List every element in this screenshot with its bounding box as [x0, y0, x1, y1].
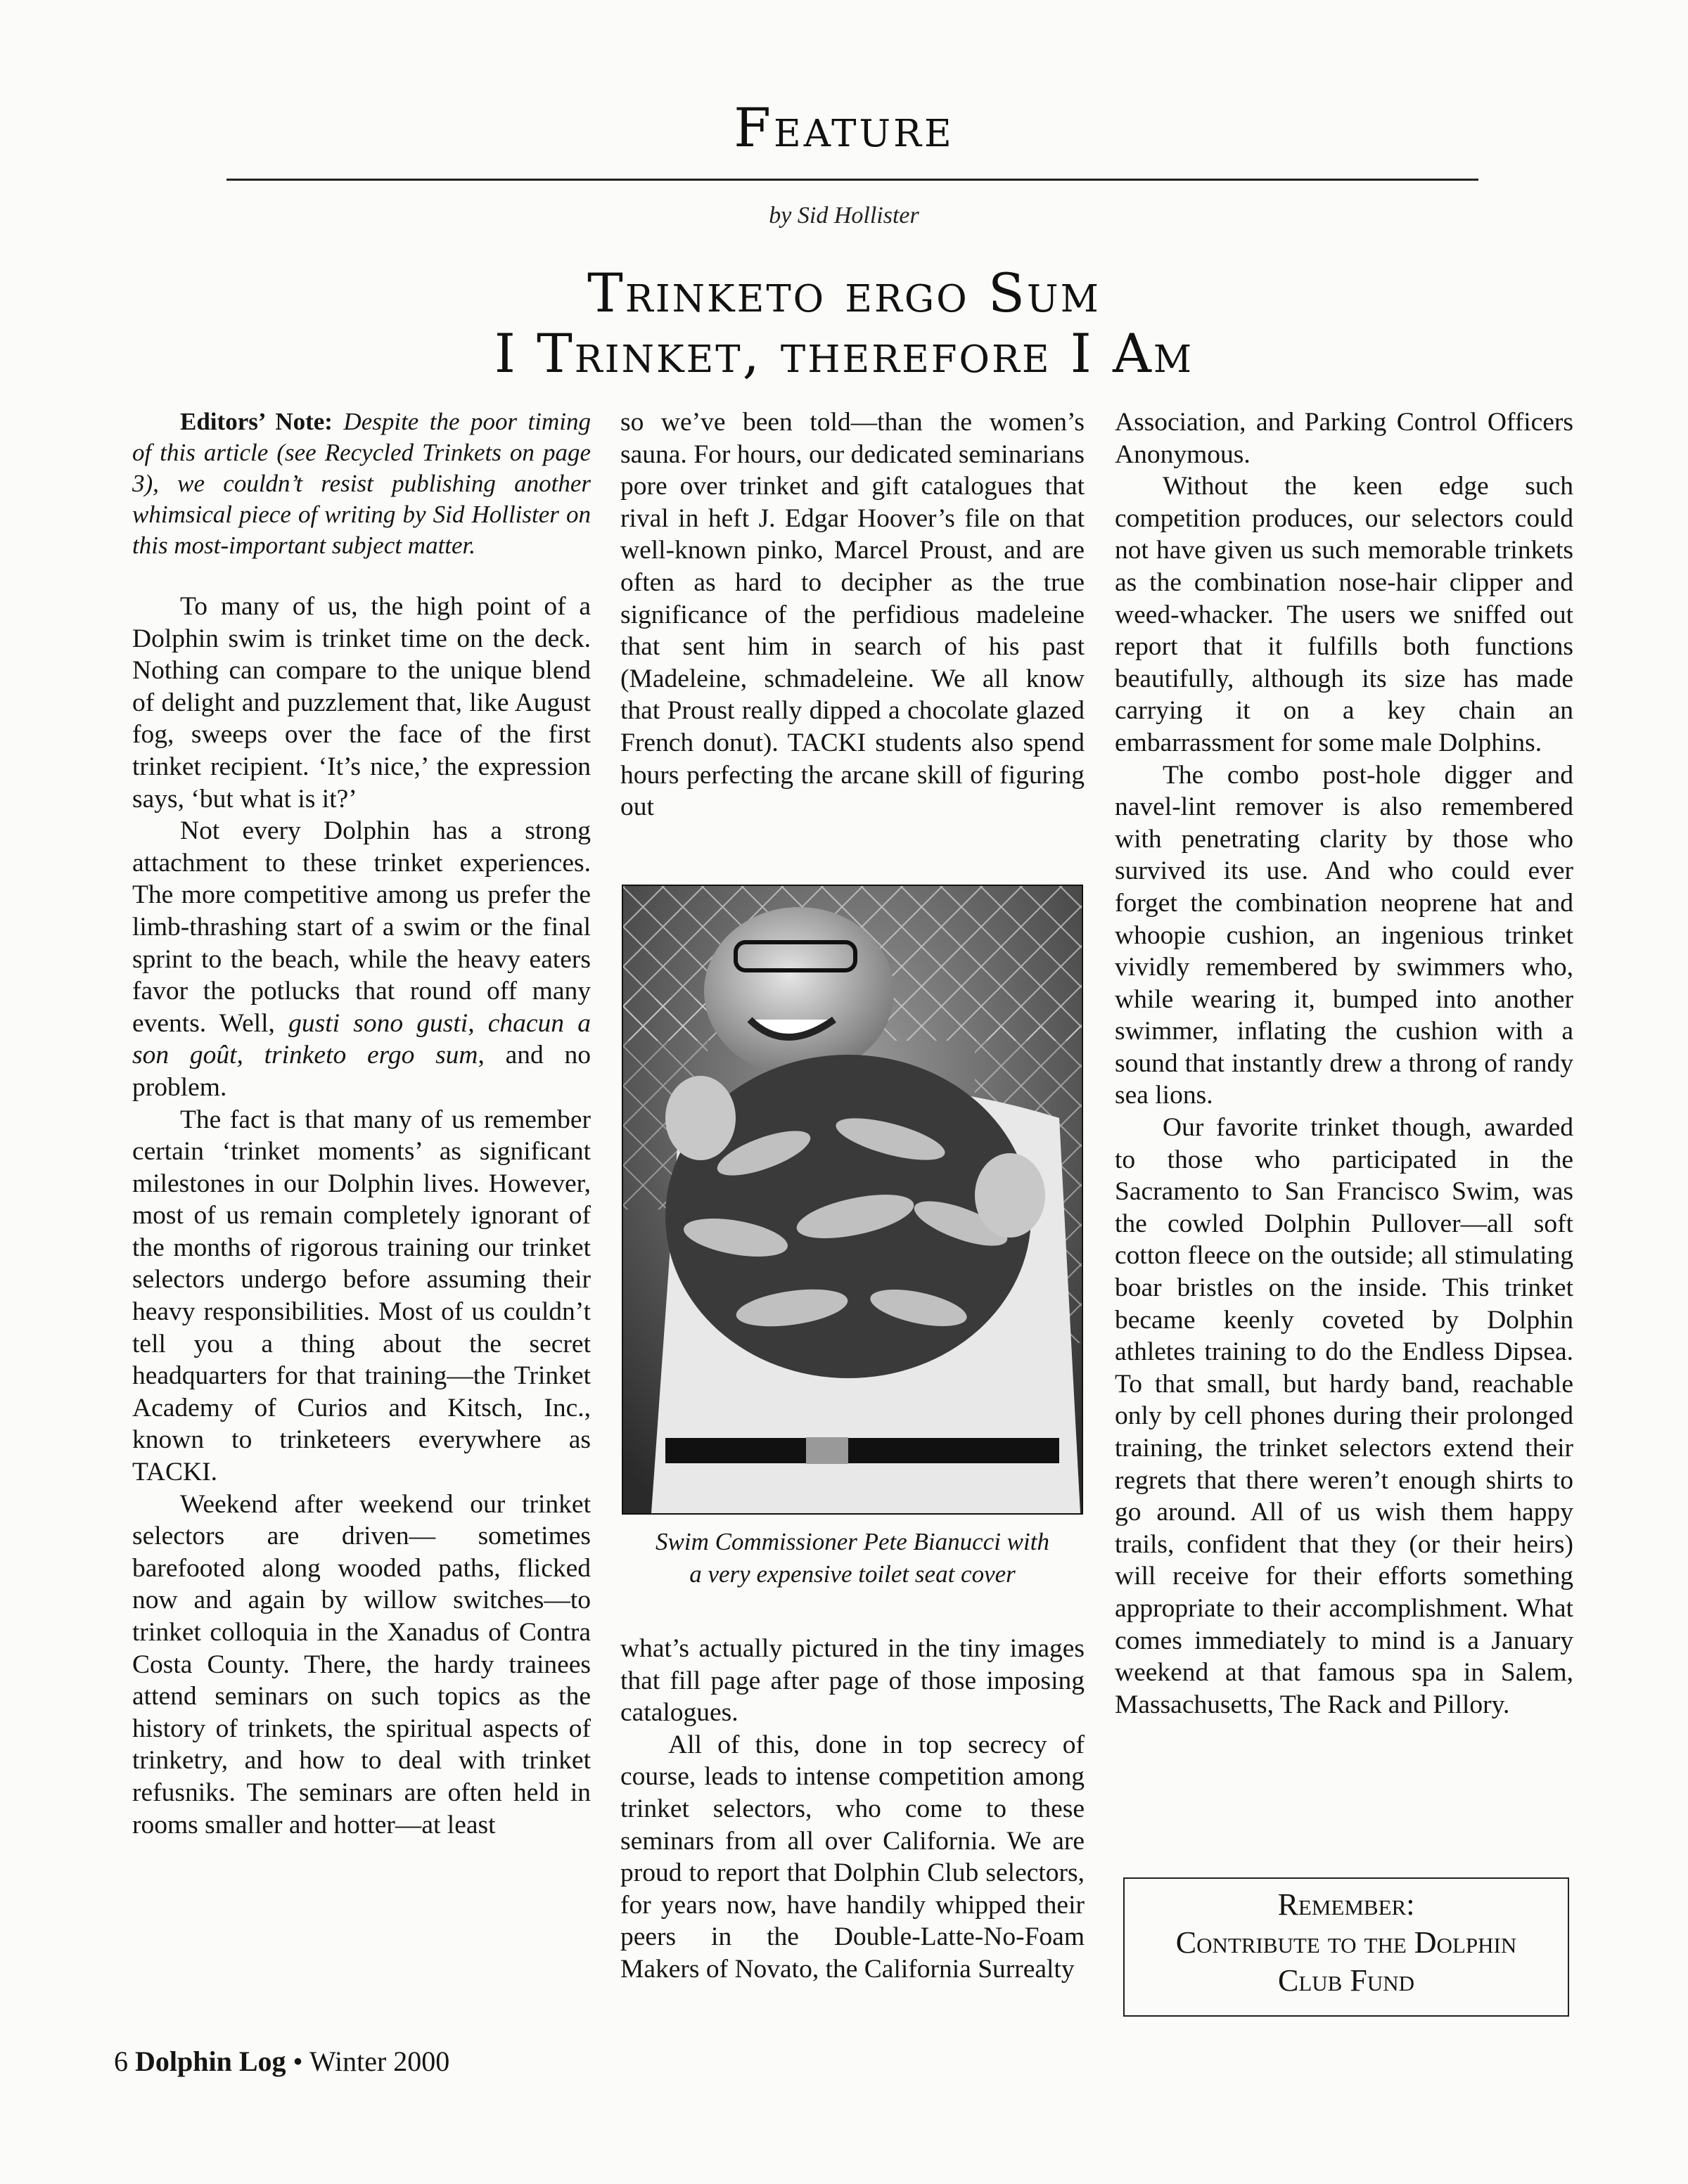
paragraph: Our favorite trinket though, awarded to those who participated in the Sacramento to San Francisco Swim, was the cowled Dolphin Pullover—all soft cotton fleece on the outside; all stimulating boar bristles on the inside. This trinket became keenly coveted by Dolphin athletes training to do the Endless Dipsea. To that small, but hardy band, reachable only by cell phones during their prolonged training, the trinket selectors extend their regrets that there weren’t enough shirts to go around. All of us wish them happy trails, confident that they (or their heirs) will receive for their efforts something appropriate to their accomplishment. What comes immediately to mind is a January weekend at that famous spa in Salem, Massachusetts, The Rack and Pillory.: [1115, 1113, 1573, 1719]
section-label: Feature: [734, 96, 954, 159]
editors-note-label: Editors’ Note:: [180, 408, 333, 435]
paragraph: All of this, done in top secrecy of course, leads to intense competition among trinket selectors, who come to these seminars from all over California. We are proud to report that Dolphin Club selectors, for years now, have handily whipped their peers in the Double-Latte-No-Foam Makers of Novato, the California Surrealty: [620, 1730, 1085, 1984]
page-footer: [114, 2045, 449, 2078]
paragraph: Association, and Parking Control Officers Anonymous.: [1115, 408, 1573, 469]
photo-caption: [605, 1526, 1100, 1591]
callout-line: Club Fund: [1278, 1963, 1414, 1998]
page-number: 6: [114, 2045, 128, 2077]
paragraph: what’s actually pictured in the tiny images that fill page after page of those imposing catalogues.: [620, 1634, 1085, 1728]
article-photo: [622, 885, 1083, 1515]
article-subtitle: I Trinket, therefore I Am: [494, 322, 1194, 385]
paragraph-text: , and no problem.: [132, 1041, 591, 1102]
paragraph: To many of us, the high point of a Dolphin swim is trinket time on the deck. Nothing can compare to the unique blend of delight and puzzlement that, like August fog, sweeps over the face of the first trinket recipient. ‘It’s nice,’ the expression says, ‘but what is it?’: [132, 592, 591, 814]
editors-note: [132, 406, 591, 561]
paragraph: Without the keen edge such competition produces, our selectors could not have given us such memorable trinkets as the combination nose-hair clipper and weed-whacker. The users we sniffed out report that it fulfills both functions beautifully, although its size has made carrying it on a key chain an embarrassment for some male Dolphins.: [1115, 472, 1573, 757]
paragraph: The combo post-hole digger and navel-lint remover is also remembered with penetrating clarity by those who survived its use. And who could ever forget the combination neoprene hat and whoopie cushion, an ingenious trinket vividly remembered by swimmers who, while wearing it, bumped into another swimmer, inflating the cushion with a sound that instantly drew a throng of randy sea lions.: [1115, 760, 1573, 1110]
paragraph: The fact is that many of us remember certain ‘trinket moments’ as significant milestones in our Dolphin lives. However, most of us remain completely ignorant of the months of rigorous training our trinket selectors undergo before assuming their heavy responsibilities. Most of us couldn’t tell you a thing about the secret headquarters for that training—the Trinket Academy of Curios and Kitsch, Inc., known to trinketeers everywhere as TACKI.: [132, 1105, 591, 1487]
callout-line: Contribute to the Dolphin: [1175, 1925, 1517, 1960]
column-2-bottom: [620, 1633, 1085, 1986]
footer-separator: •: [293, 2045, 303, 2077]
callout-line: Remember:: [1277, 1887, 1415, 1922]
issue-date: Winter 2000: [309, 2045, 450, 2077]
column-2-top: [620, 406, 1085, 823]
article-title: Trinketo ergo Sum: [587, 262, 1101, 324]
column-1: [132, 406, 591, 1841]
column-3: [1115, 406, 1573, 1721]
fund-callout-box: [1123, 1877, 1569, 2017]
caption-line: a very expensive toilet seat cover: [689, 1560, 1016, 1588]
publication-name: Dolphin Log: [135, 2045, 286, 2077]
latin-phrase: gusti sono gusti, chacun a son goût, trinketo ergo sum: [132, 1008, 591, 1070]
paragraph: [132, 815, 591, 1103]
paragraph: so we’ve been told—than the women’s sauna. For hours, our dedicated seminarians pore over trinket and gift catalogues that rival in heft J. Edgar Hoover’s file on that well-known pinko, Marcel Proust, and are often as hard to decipher as the true significance of the perfidious madeleine that sent him in search of his past (Madeleine, schmadeleine. We all know that Proust really dipped a chocolate glazed French donut). TACKI students also spend hours perfecting the arcane skill of figuring out: [620, 408, 1085, 822]
paragraph-text: Not every Dolphin has a strong attachment to these trinket experiences. The more competitive among us prefer the limb-thrashing start of a swim or the final sprint to the beach, while the heavy eaters favor the potlucks that round off many events. Well,: [132, 816, 591, 1038]
byline: by Sid Hollister: [769, 203, 919, 229]
paragraph: Weekend after weekend our trinket selectors are driven— sometimes barefooted along wooded paths, flicked now and again by willow switches—to trinket colloquia in the Xanadus of Contra Costa County. There, the hardy trainees attend seminars on such topics as the history of trinkets, the spiritual aspects of trinketry, and how to deal with trinket refusniks. The seminars are often held in rooms smaller and hotter—at least: [132, 1489, 591, 1839]
caption-line: Swim Commissioner Pete Bianucci with: [656, 1528, 1049, 1555]
editors-note-text: Despite the poor timing of this article (see Recycled Trinkets on page 3), we couldn’t resist publishing another whimsical piece of writing by Sid Hollister on this most-important subject matter.: [132, 408, 591, 559]
header-rule: [226, 179, 1478, 181]
photo-image: [623, 886, 1082, 1513]
